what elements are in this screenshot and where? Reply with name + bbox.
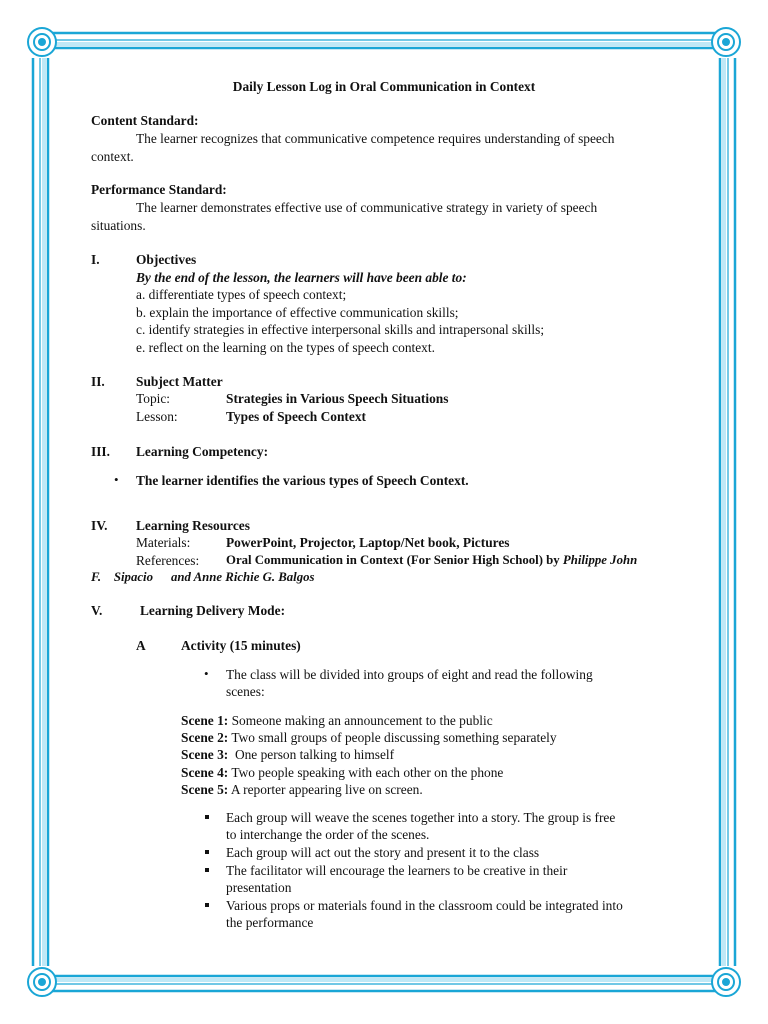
instruction-text-cont: the performance bbox=[226, 915, 314, 930]
instruction-text: Various props or materials found in the classroom could be integrated into bbox=[226, 898, 623, 913]
references-author-cont bbox=[91, 569, 315, 586]
materials-value: PowerPoint, Projector, Laptop/Net book, Pictures bbox=[226, 535, 510, 550]
instruction-text-cont: to interchange the order of the scenes. bbox=[226, 827, 430, 842]
scene-text: Someone making an announcement to the public bbox=[231, 713, 493, 728]
square-bullet-icon bbox=[205, 903, 209, 907]
scene-item bbox=[181, 764, 503, 781]
subject-matter-heading: Subject Matter bbox=[136, 374, 223, 389]
document-title: Daily Lesson Log in Oral Communication in Context bbox=[232, 79, 536, 94]
section-numeral: I. bbox=[91, 252, 100, 267]
scene-item bbox=[181, 729, 557, 746]
performance-standard-heading: Performance Standard: bbox=[91, 182, 227, 197]
objective-item: b. explain the importance of effective communication skills; bbox=[136, 305, 459, 320]
objectives-intro: By the end of the lesson, the learners will have been able to: bbox=[136, 270, 467, 285]
scene-label: Scene 4: bbox=[181, 765, 229, 780]
lesson-value: Types of Speech Context bbox=[226, 409, 366, 424]
scene-label: Scene 5: bbox=[181, 782, 229, 797]
bullet-icon: • bbox=[204, 666, 209, 681]
materials-label: Materials: bbox=[136, 535, 191, 550]
instruction-text: Each group will act out the story and present it to the class bbox=[226, 845, 540, 860]
objective-item: a. differentiate types of speech context; bbox=[136, 287, 347, 302]
scene-label: Scene 1: bbox=[181, 713, 229, 728]
square-bullet-icon bbox=[205, 815, 209, 819]
section-numeral: IV. bbox=[91, 518, 108, 533]
content-standard-text-cont: context. bbox=[91, 149, 134, 164]
scene-item bbox=[181, 781, 423, 798]
square-bullet-icon bbox=[205, 850, 209, 854]
activity-letter: A bbox=[136, 638, 146, 653]
performance-standard-text-cont: situations. bbox=[91, 218, 146, 233]
content-standard-text: The learner recognizes that communicative competence requires understanding of speech bbox=[136, 131, 615, 146]
instruction-text-cont: presentation bbox=[226, 880, 292, 895]
scene-text: A reporter appearing live on screen. bbox=[230, 782, 423, 797]
references-title: Oral Communication in Context (For Senior High School) by bbox=[226, 553, 560, 567]
square-bullet-icon bbox=[205, 868, 209, 872]
activity-heading: Activity (15 minutes) bbox=[181, 638, 301, 653]
objectives-heading: Objectives bbox=[136, 252, 197, 267]
scene-label: Scene 3: bbox=[181, 747, 229, 762]
learning-competency-heading: Learning Competency: bbox=[136, 444, 269, 459]
references-coauthor: and Anne Richie G. Balgos bbox=[171, 570, 315, 584]
lesson-label: Lesson: bbox=[136, 409, 178, 424]
bullet-icon: • bbox=[114, 472, 119, 487]
scene-item bbox=[181, 746, 394, 763]
references-author: Philippe John bbox=[562, 553, 638, 567]
performance-standard-text: The learner demonstrates effective use of communicative strategy in variety of speech bbox=[136, 200, 598, 215]
learning-competency-bullet: The learner identifies the various types of Speech Context. bbox=[136, 473, 469, 488]
references-label: References: bbox=[136, 553, 200, 568]
instruction-text: Each group will weave the scenes together into a story. The group is free bbox=[226, 810, 616, 825]
topic-value: Strategies in Various Speech Situations bbox=[226, 391, 449, 406]
activity-bullet-text: The class will be divided into groups of eight and read the following bbox=[226, 667, 593, 682]
instruction-text: The facilitator will encourage the learners to be creative in their bbox=[226, 863, 568, 878]
references-author-initial: F. Sipacio bbox=[91, 570, 153, 584]
scene-text: Two small groups of people discussing something separately bbox=[231, 730, 557, 745]
objective-item: c. identify strategies in effective interpersonal skills and intrapersonal skills; bbox=[136, 322, 545, 337]
section-numeral: II. bbox=[91, 374, 105, 389]
content-standard-heading: Content Standard: bbox=[91, 113, 199, 128]
references-value bbox=[226, 552, 637, 569]
section-numeral: V. bbox=[91, 603, 103, 618]
scene-label: Scene 2: bbox=[181, 730, 229, 745]
objective-item: e. reflect on the learning on the types of speech context. bbox=[136, 340, 435, 355]
activity-bullet-text-cont: scenes: bbox=[226, 684, 265, 699]
topic-label: Topic: bbox=[136, 391, 171, 406]
scene-text: Two people speaking with each other on the phone bbox=[231, 765, 504, 780]
scene-text: One person talking to himself bbox=[231, 747, 395, 762]
learning-resources-heading: Learning Resources bbox=[136, 518, 250, 533]
section-numeral: III. bbox=[91, 444, 110, 459]
delivery-mode-heading: Learning Delivery Mode: bbox=[140, 603, 286, 618]
scene-item bbox=[181, 712, 493, 729]
